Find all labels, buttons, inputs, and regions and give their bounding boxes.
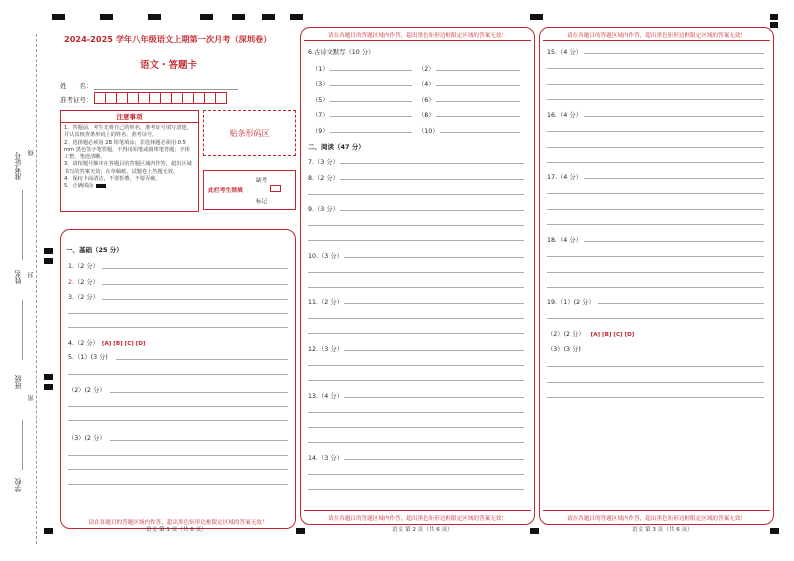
answer-line[interactable] — [308, 427, 524, 428]
q3-label: 3.（2 分） — [68, 294, 99, 301]
registration-mark — [100, 14, 113, 20]
panel3-bottom-warning: 请在各题目的答题区域内作答，超出黑色矩形边框限定区域的答案无效！ — [566, 516, 746, 522]
correct-fill-label: 5．正确填涂 — [64, 183, 94, 190]
poem-blank-label: （10） — [418, 128, 439, 135]
poem-blank-label: （3） — [312, 81, 329, 88]
answer-line[interactable] — [344, 350, 524, 351]
poem-blank-line[interactable] — [330, 132, 412, 133]
answer-line[interactable] — [340, 179, 524, 180]
absent-box — [203, 170, 296, 210]
answer-line[interactable] — [308, 240, 524, 241]
q2-number: 2. — [68, 279, 75, 286]
panel2-bottom-divider — [304, 510, 531, 511]
panel2-top-warning: 请在各题目的答题区域内作答，超出黑色矩形边框限定区域的答案无效！ — [327, 33, 507, 39]
q17-label: 17.（4 分） — [547, 174, 582, 181]
answer-line[interactable] — [340, 210, 524, 211]
binding-dense-label: 密 — [28, 395, 35, 401]
answer-line[interactable] — [547, 382, 764, 383]
poem-blank-label: （2） — [418, 66, 435, 73]
answer-line[interactable] — [340, 163, 524, 164]
poem-blank-line[interactable] — [436, 101, 520, 102]
panel2-bottom-warning: 请在各题目的答题区域内作答，超出黑色矩形边框限定区域的答案无效！ — [327, 516, 507, 522]
answer-line[interactable] — [584, 241, 764, 242]
q4-label — [68, 338, 146, 347]
binding-line — [36, 34, 37, 544]
answer-line[interactable] — [547, 366, 764, 367]
section1-title: 一、基础（25 分） — [66, 246, 123, 254]
answer-line[interactable] — [102, 284, 288, 285]
answer-line[interactable] — [344, 303, 524, 304]
poem-section-title: 6.古诗文默写（10 分） — [308, 49, 375, 56]
poem-blank-line[interactable] — [330, 101, 412, 102]
poem-blank-line[interactable] — [440, 132, 520, 133]
panel3-top-divider — [543, 40, 770, 41]
answer-line[interactable] — [308, 474, 524, 475]
page-title: 2024-2025 学年八年级语文上期第一次月考（深圳卷） — [64, 34, 272, 44]
registration-mark — [770, 528, 779, 534]
answer-line[interactable] — [344, 459, 524, 460]
poem-blank-line[interactable] — [436, 70, 520, 71]
q9-label: 9.（3 分） — [308, 206, 339, 213]
q13-label: 13.（4 分） — [308, 393, 343, 400]
binding-blank — [22, 300, 23, 360]
answer-line[interactable] — [547, 272, 764, 273]
q19-2-label — [547, 329, 634, 338]
correct-fill-sample — [96, 184, 106, 188]
answer-line[interactable] — [547, 84, 764, 85]
answer-line[interactable] — [308, 287, 524, 288]
binding-name-label: 姓名 — [14, 270, 22, 284]
binding-seal-label: 封 — [28, 272, 35, 278]
answer-line[interactable] — [547, 397, 764, 398]
notes-item: 3．请按题号顺序在各题目的答题区域内作答，超出区域书写的答案无效；在草稿纸、试题卷上答题无效。 — [64, 161, 192, 175]
binding-line-label: 线 — [28, 150, 35, 156]
answer-line[interactable] — [308, 412, 524, 413]
q1-label: 1.（2 分） — [68, 263, 99, 270]
q2-points: （2 分） — [74, 279, 99, 286]
section2-title: 二、阅读（47 分） — [308, 143, 365, 151]
q4-choice-options[interactable]: [A] [B] [C] [D] — [101, 341, 146, 347]
answer-line[interactable] — [547, 162, 764, 163]
registration-mark — [530, 14, 543, 20]
answer-line[interactable] — [308, 194, 524, 195]
answer-line[interactable] — [102, 268, 288, 269]
name-field[interactable] — [94, 89, 238, 90]
answer-line[interactable] — [547, 193, 764, 194]
panel3-top-warning: 请在各题目的答题区域内作答，超出黑色矩形边框限定区域的答案无效！ — [566, 33, 746, 39]
registration-mark — [232, 14, 245, 20]
q8-label: 8.（2 分） — [308, 175, 339, 182]
poem-blank-line[interactable] — [330, 85, 412, 86]
poem-blank-label: （9） — [312, 128, 329, 135]
id-digit-cell[interactable] — [215, 92, 227, 104]
q19-3-label: （3）(3 分) — [547, 346, 581, 353]
answer-line[interactable] — [68, 313, 288, 314]
answer-line[interactable] — [344, 257, 524, 258]
absent-label: 此栏考生禁填 — [208, 188, 243, 194]
answer-line[interactable] — [68, 406, 288, 407]
answer-line[interactable] — [547, 68, 764, 69]
notes-item: 1．答题前，考生先将自己的姓名、准考证号填写清楚，并认真核查条形码上的姓名、准考证号。 — [64, 125, 192, 139]
answer-line[interactable] — [308, 225, 524, 226]
answer-line[interactable] — [68, 484, 288, 485]
q7-label: 7.（3 分） — [308, 159, 339, 166]
answer-line[interactable] — [68, 327, 288, 328]
q18-label: 18.（4 分） — [547, 237, 582, 244]
answer-line[interactable] — [68, 469, 288, 470]
answer-line[interactable] — [102, 299, 288, 300]
poem-blank-label: （6） — [418, 97, 435, 104]
q19-2-number: （2）(2 分） — [547, 331, 585, 338]
poem-blank-label: （1） — [312, 66, 329, 73]
panel1-warning: 请在各题目的答题区域内作答，超出黑色矩形边框限定区域的答案无效！ — [88, 520, 268, 526]
registration-mark — [200, 14, 213, 20]
notes-box — [60, 110, 199, 212]
registration-mark — [44, 374, 53, 380]
q5-1-label: 5.（1）(3 分) — [68, 354, 108, 361]
q5-3-label: （3）(2 分） — [68, 435, 106, 442]
registration-mark — [148, 14, 161, 20]
poem-blank-label: （7） — [312, 112, 329, 119]
id-number-boxes[interactable] — [94, 92, 226, 104]
answer-line[interactable] — [584, 178, 764, 179]
answer-line[interactable] — [547, 99, 764, 100]
registration-mark — [262, 14, 275, 20]
registration-mark — [44, 258, 53, 264]
q19-2-choice-options[interactable]: [A] [B] [C] [D] — [590, 332, 635, 338]
q4-number: 4.（2 分） — [68, 340, 99, 347]
answer-line[interactable] — [116, 359, 288, 360]
registration-mark — [44, 528, 53, 534]
answer-line[interactable] — [344, 397, 524, 398]
registration-mark — [290, 14, 303, 20]
answer-line[interactable] — [598, 303, 764, 304]
answer-line[interactable] — [584, 53, 764, 54]
answer-line[interactable] — [110, 440, 288, 441]
notes-item: 2．选择题必须用 2B 铅笔填涂；非选择题必须用 0.5 mm 黑色签字笔答题，不得用铅笔或圆珠笔答题；字体工整、笔迹清晰。 — [64, 139, 190, 161]
page-footer-1: 语文 第 1 页（共 6 页） — [146, 527, 207, 533]
answer-line[interactable] — [547, 287, 764, 288]
id-label: 准考证号： — [60, 96, 93, 104]
poem-blank-line[interactable] — [330, 116, 412, 117]
answer-line[interactable] — [547, 209, 764, 210]
absent-checkbox[interactable] — [270, 185, 281, 192]
registration-mark — [52, 14, 65, 20]
q2-label — [68, 277, 99, 286]
binding-class-label: 班级 — [14, 375, 22, 389]
answer-panel-3 — [539, 27, 774, 525]
answer-line[interactable] — [68, 420, 288, 421]
answer-line[interactable] — [308, 318, 524, 319]
registration-mark — [296, 528, 305, 534]
poem-blank-line[interactable] — [436, 116, 520, 117]
q12-label: 12.（3 分） — [308, 346, 343, 353]
absent-mark-label-2: 标记 — [256, 199, 268, 205]
card-subtitle: 语文・答题卡 — [140, 60, 198, 71]
name-label: 姓 名： — [60, 82, 93, 90]
answer-line[interactable] — [110, 392, 288, 393]
answer-line[interactable] — [308, 380, 524, 381]
answer-line[interactable] — [308, 333, 524, 334]
answer-line[interactable] — [547, 147, 764, 148]
q5-2-label: （2）(2 分） — [68, 387, 106, 394]
answer-line[interactable] — [308, 272, 524, 273]
absent-mark-label: 缺考 — [256, 178, 268, 184]
answer-line[interactable] — [547, 131, 764, 132]
barcode-area — [203, 110, 296, 156]
binding-blank — [22, 190, 23, 260]
panel2-top-divider — [304, 40, 531, 41]
registration-mark — [770, 14, 778, 20]
notes-title: 注意事项 — [61, 111, 198, 123]
registration-mark — [44, 248, 53, 254]
q15-label: 15.（4 分） — [547, 49, 582, 56]
answer-line[interactable] — [547, 318, 764, 319]
q16-label: 16.（4 分） — [547, 112, 582, 119]
registration-mark — [770, 22, 778, 28]
poem-blank-label: （5） — [312, 97, 329, 104]
notes-item — [64, 183, 195, 190]
barcode-label: 贴条形码区 — [229, 128, 270, 138]
panel3-bottom-divider — [543, 510, 770, 511]
q19-1-label: 19.（1）(2 分） — [547, 299, 595, 306]
answer-line[interactable] — [308, 365, 524, 366]
page-footer-2: 语文 第 2 页（共 6 页） — [392, 527, 453, 533]
binding-id-label: 准考证号 — [14, 152, 22, 180]
poem-blank-line[interactable] — [330, 70, 412, 71]
notes-item: 4．保持卡面清洁，不要折叠、不要弄破。 — [64, 176, 161, 183]
binding-blank — [22, 420, 23, 470]
registration-mark — [44, 384, 53, 390]
q10-label: 10.（3 分） — [308, 253, 343, 260]
answer-line[interactable] — [547, 256, 764, 257]
poem-blank-label: （4） — [418, 81, 435, 88]
answer-line[interactable] — [308, 442, 524, 443]
page-footer-3: 语文 第 3 页（共 6 页） — [632, 527, 693, 533]
answer-line[interactable] — [584, 116, 764, 117]
binding-school-label: 学校 — [14, 478, 22, 492]
poem-blank-label: （8） — [418, 112, 435, 119]
answer-line[interactable] — [68, 455, 288, 456]
answer-line[interactable] — [547, 224, 764, 225]
registration-mark — [530, 528, 539, 534]
answer-line[interactable] — [68, 374, 288, 375]
q14-label: 14.（3 分） — [308, 455, 343, 462]
answer-line[interactable] — [308, 489, 524, 490]
q11-label: 11.（2 分） — [308, 299, 343, 306]
poem-blank-line[interactable] — [436, 85, 520, 86]
